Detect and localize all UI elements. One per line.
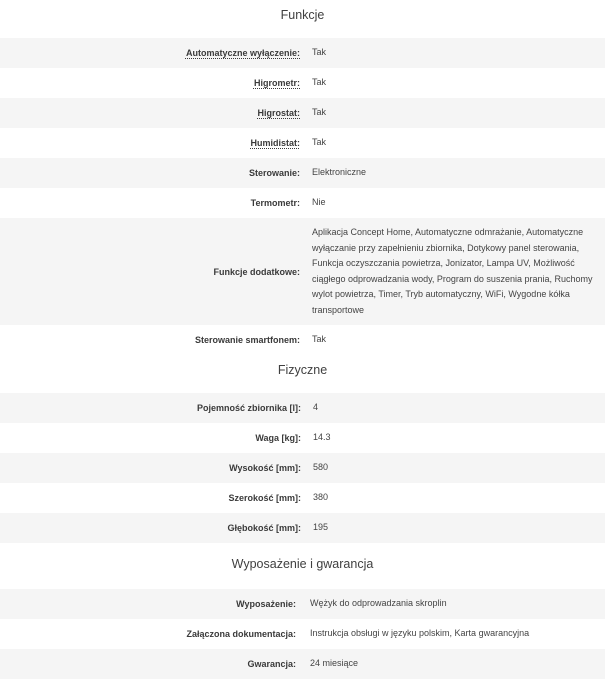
spec-value: Aplikacja Concept Home, Automatyczne odmrażanie, Automatyczne wyłączanie przy zapełnieniu zbiornika, Dotykowy panel sterowania, Funkcja oczyszczania powietrza, Jonizator, Lampa UV, Możliwość ciągłego odprowadzania wody, Program do suszenia prania, Ruchomy wylot powietrza, Timer, Tryb automatyczny, WiFi, Wygodne kółka transportowe bbox=[312, 227, 593, 315]
spec-row-sterowanie bbox=[0, 158, 605, 188]
spec-label: Gwarancja: bbox=[247, 659, 296, 669]
section-fizyczne bbox=[0, 355, 605, 543]
spec-label: Wysokość [mm]: bbox=[229, 463, 301, 473]
spec-value: 24 miesiące bbox=[310, 658, 359, 669]
spec-label[interactable]: Higrometr: bbox=[253, 78, 300, 88]
spec-label[interactable]: Automatyczne wyłączenie: bbox=[185, 48, 300, 58]
spec-value: Nie bbox=[312, 197, 326, 208]
spec-label: Funkcje dodatkowe: bbox=[213, 266, 300, 277]
spec-row-wysokosc bbox=[0, 453, 605, 483]
spec-value: Wężyk do odprowadzania skroplin bbox=[310, 598, 447, 609]
spec-label: Wyposażenie: bbox=[236, 599, 296, 609]
spec-label: Głębokość [mm]: bbox=[227, 523, 301, 533]
spec-row-funkcje-dodatkowe bbox=[0, 218, 605, 325]
spec-row-wyposazenie bbox=[0, 589, 605, 619]
spec-row-glebokosc bbox=[0, 513, 605, 543]
spec-label: Szerokość [mm]: bbox=[228, 493, 301, 503]
spec-row-termometr bbox=[0, 188, 605, 218]
spec-value: Elektroniczne bbox=[312, 167, 367, 178]
spec-row-pojemnosc-zbiornika bbox=[0, 393, 605, 423]
section-title-wyposazenie: Wyposażenie i gwarancja bbox=[231, 557, 374, 571]
spec-row-gwarancja bbox=[0, 649, 605, 679]
spec-value: Tak bbox=[312, 77, 327, 88]
spec-row-waga bbox=[0, 423, 605, 453]
section-title-funkcje: Funkcje bbox=[280, 8, 325, 22]
spec-row-szerokosc bbox=[0, 483, 605, 513]
spec-label[interactable]: Higrostat: bbox=[257, 108, 300, 118]
spec-label: Sterowanie: bbox=[248, 168, 300, 178]
spec-label: Sterowanie smartfonem: bbox=[194, 335, 300, 345]
spec-value: 380 bbox=[313, 492, 329, 503]
spec-value: Tak bbox=[312, 137, 327, 148]
spec-value: 195 bbox=[313, 522, 329, 533]
spec-row-sterowanie-smartfonem bbox=[0, 325, 605, 355]
spec-label: Termometr: bbox=[250, 198, 300, 208]
spec-row-higrostat bbox=[0, 98, 605, 128]
spec-value: 580 bbox=[313, 462, 329, 473]
section-title-fizyczne: Fizyczne bbox=[277, 363, 328, 377]
spec-label: Waga [kg]: bbox=[255, 433, 301, 443]
spec-label: Pojemność zbiornika [l]: bbox=[196, 403, 301, 413]
spec-value: 4 bbox=[313, 402, 319, 413]
spec-value: Instrukcja obsługi w języku polskim, Karta gwarancyjna bbox=[310, 628, 530, 639]
spec-label: Załączona dokumentacja: bbox=[186, 629, 296, 639]
spec-value: Tak bbox=[312, 107, 327, 118]
spec-value: Tak bbox=[312, 47, 327, 58]
section-wyposazenie-gwarancja bbox=[0, 543, 605, 679]
spec-row-humidistat bbox=[0, 128, 605, 158]
spec-value: Tak bbox=[312, 334, 327, 345]
spec-label[interactable]: Humidistat: bbox=[250, 138, 300, 148]
spec-row-automatyczne-wylaczenie bbox=[0, 38, 605, 68]
spec-row-zalaczona-dokumentacja bbox=[0, 619, 605, 649]
spec-row-higrometr bbox=[0, 68, 605, 98]
spec-value: 14.3 bbox=[313, 432, 331, 443]
